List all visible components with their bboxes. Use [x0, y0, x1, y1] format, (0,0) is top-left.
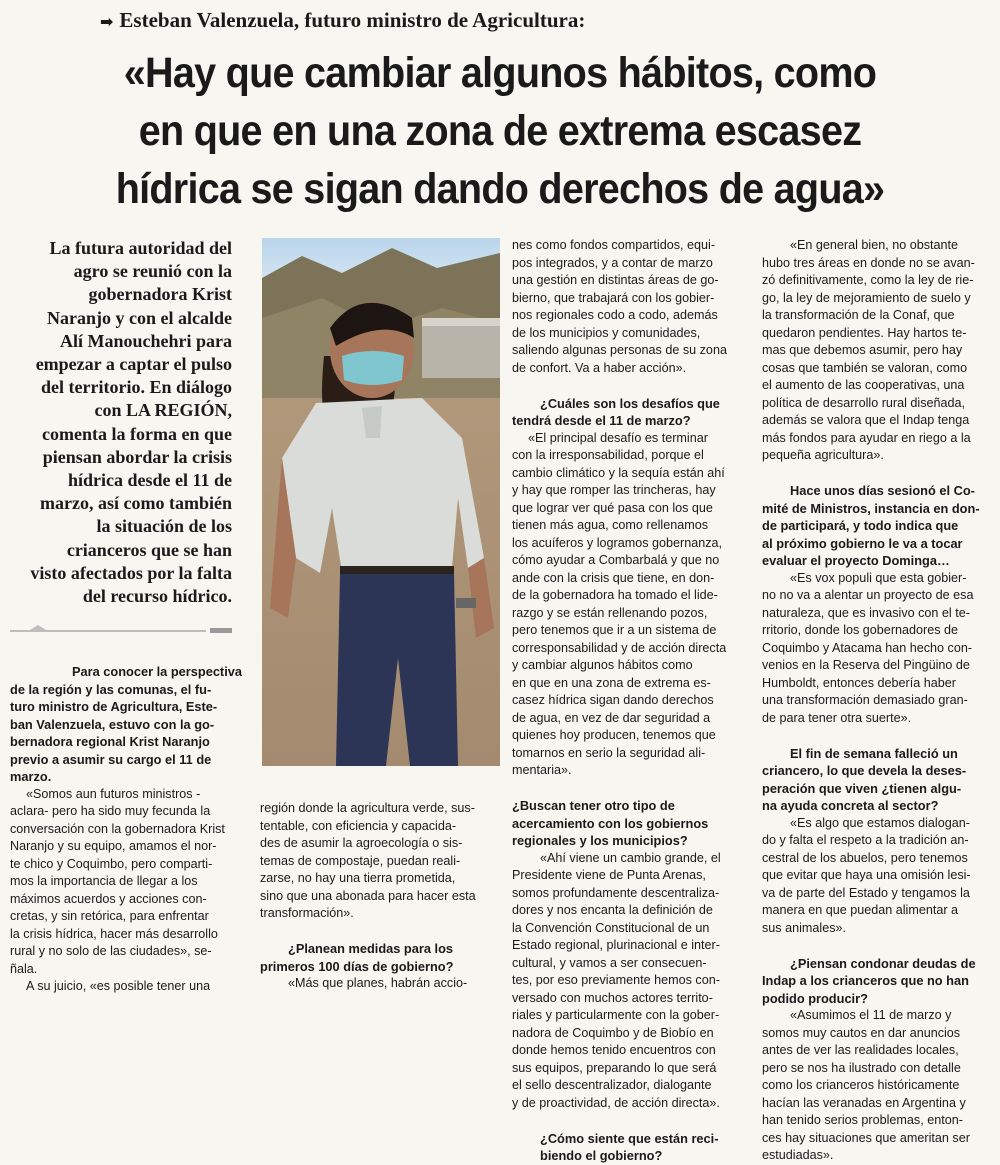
text-line: riales y particularmente con la gober- — [512, 1008, 720, 1022]
lead-line: crianceros que se han — [66, 539, 232, 560]
lead-line: marzo, así como también — [40, 493, 232, 514]
text-line: de la gobernadora ha tomado el lide- — [512, 588, 718, 602]
lead-line: visto afectados por la falta — [30, 562, 232, 583]
text-line: ces hay situaciones que ameritan ser — [762, 1130, 970, 1145]
lead-line: La futura autoridad del — [49, 238, 232, 258]
text-line: A su juicio, «es posible tener una — [26, 979, 211, 993]
lead-line: agro se reunió con la — [73, 261, 232, 282]
interview-answer — [762, 237, 994, 465]
text-line: Presidente viene de Punta Arenas, — [512, 868, 706, 882]
text-line: ¿Buscan tener otro tipo de — [512, 798, 675, 813]
text-line: ¿Cómo siente que están reci- — [540, 1130, 719, 1146]
lead-line: la situación de los — [96, 516, 232, 537]
text-line: de los municipios y comunidades, — [512, 325, 701, 340]
spacer — [512, 780, 748, 798]
text-line: ¿Planean medidas para los — [288, 941, 453, 956]
text-line: sus animales». — [762, 920, 846, 935]
text-line: Coquimbo y Atacama han hecho con- — [762, 640, 973, 655]
text-line: de agua, en vez de dar seguridad a — [512, 710, 711, 725]
intro-paragraph — [10, 663, 242, 786]
text-line: tendrá desde el 11 de marzo? — [512, 413, 691, 428]
lead-line: empezar a captar el pulso — [35, 354, 232, 375]
interview-answer — [512, 850, 748, 1113]
text-line: «Más que planes, habrán accio- — [288, 976, 468, 990]
column-2 — [260, 800, 492, 993]
text-line: evaluar el proyecto Dominga… — [762, 553, 950, 568]
text-line: dores y nos encanta la definición de — [512, 903, 713, 917]
text-line: quienes hoy producen, tenemos que — [512, 728, 716, 742]
portrait-photo — [262, 238, 500, 766]
text-line: saliendo algunas personas de su zona — [512, 343, 727, 357]
text-line: turo ministro de Agricultura, Este- — [10, 699, 218, 714]
text-line: versado con muchos actores territo- — [512, 990, 713, 1005]
text-line: «Somos aun futuros ministros - — [26, 786, 201, 801]
text-line: una gestión en distintas áreas de go- — [512, 273, 719, 287]
text-line: ban Valenzuela, estuvo con la go- — [10, 716, 215, 732]
interview-answer — [762, 570, 994, 728]
text-line: antes de ver las realidades locales, — [762, 1043, 959, 1057]
text-line: transformación». — [260, 906, 354, 920]
text-line: aclara- pero ha sido muy fecunda la — [10, 804, 211, 818]
text-line: corresponsabilidad y de acción directa — [512, 640, 727, 655]
headline-line: en que en una zona de extrema escasez — [138, 107, 862, 155]
spacer — [762, 937, 994, 955]
text-line: cómo ayudar a Combarbalá y que no — [512, 553, 720, 567]
lead-line: hídrica desde el 11 de — [67, 470, 232, 491]
spacer — [762, 727, 994, 745]
text-line: con la irresponsabilidad, porque el — [512, 448, 704, 462]
interview-question — [762, 745, 994, 815]
body-paragraph — [10, 786, 242, 996]
text-line: la transformación de la Conaf, que — [762, 308, 955, 322]
headline — [68, 44, 933, 218]
text-line: bernadora regional Krist Naranjo — [10, 734, 210, 749]
text-line: como los crianceros históricamente — [762, 1078, 960, 1092]
text-line: sino que una abonada para hacer esta — [260, 888, 476, 903]
text-line: El fin de semana falleció un — [790, 745, 958, 761]
lead-line: Naranjo y con el alcalde — [47, 307, 232, 328]
text-line: Naranjo y su equipo, amamos el nor- — [10, 839, 217, 853]
text-line: mas que debemos asumir, pero hay — [762, 343, 963, 357]
text-line: hubo tres áreas en donde no se avan- — [762, 255, 975, 270]
interview-question — [260, 940, 492, 975]
column-3 — [512, 237, 748, 1165]
spacer — [512, 1112, 748, 1130]
text-line: política de desarrollo rural diseñada, — [762, 395, 966, 410]
text-line: va de parte del Estado y tengamos la — [762, 885, 970, 900]
text-line: hacían las veranadas en Argentina y — [762, 1095, 966, 1110]
text-line: pos integrados, y a contar de marzo — [512, 255, 713, 270]
interview-question — [512, 797, 748, 850]
interview-question — [512, 1130, 748, 1165]
text-line: al próximo gobierno le va a tocar — [762, 535, 963, 551]
text-line: peración que viven ¿tienen algu- — [762, 780, 962, 796]
text-line: en que en una zona de extrema es- — [512, 675, 711, 690]
text-line: marzo. — [10, 769, 52, 784]
text-line: te chico y Coquimbo, pero comparti- — [10, 856, 213, 871]
text-line: tes, por eso previamente hemos con- — [512, 973, 720, 987]
lead-paragraph — [10, 237, 232, 608]
text-line: ¿Cuáles son los desafíos que — [540, 395, 720, 411]
text-line: na ayuda concreta al sector? — [762, 798, 939, 813]
text-line: quedaron pendientes. Hay hartos te- — [762, 325, 967, 340]
text-line: cestral de los abuelos, pero tenemos — [762, 850, 968, 865]
text-line: go, la ley de mejoramiento de suelo y — [762, 290, 971, 305]
text-line: «Es algo que estamos dialogan- — [790, 815, 970, 830]
text-line: primeros 100 días de gobierno? — [260, 958, 454, 974]
text-line: criancero, lo que devela la deses- — [762, 763, 967, 778]
text-line: ¿Piensan condonar deudas de — [790, 955, 976, 971]
interview-answer — [762, 815, 994, 938]
text-line: tomarnos en serio la seguridad ali- — [512, 745, 706, 760]
text-line: ñala. — [10, 961, 38, 976]
text-line: nadora de Coquimbo y de Biobío en — [512, 1025, 714, 1040]
lead-line: del recurso hídrico. — [82, 586, 232, 607]
body-paragraph — [512, 237, 748, 377]
text-line: podido producir? — [762, 990, 868, 1006]
interview-answer — [512, 430, 748, 780]
text-line: donde hemos tenido encuentros con — [512, 1043, 716, 1057]
text-line: zó definitivamente, como la ley de rie- — [762, 273, 974, 287]
section-divider — [10, 625, 232, 637]
lead-line: Alí Manouchehri para — [59, 330, 232, 351]
kicker-text: Esteban Valenzuela, futuro ministro de Agricultura: — [119, 8, 586, 32]
text-line: y hay que romper las trincheras, hay — [512, 483, 716, 497]
text-line: sus equipos, preparando lo que será — [512, 1060, 717, 1075]
text-line: nes como fondos compartidos, equi- — [512, 238, 716, 252]
text-line: pero se nos ha ilustrado con detalle — [762, 1060, 961, 1075]
text-line: venios en la Reserva del Pingüino de — [762, 658, 970, 672]
text-line: ande con la crisis que tiene, en don- — [512, 570, 715, 585]
text-line: y cambiar algunos hábitos como — [512, 658, 693, 672]
spacer — [512, 377, 748, 395]
text-line: manera en que puedan alimentar a — [762, 903, 959, 917]
text-line: región donde la agricultura verde, sus- — [260, 801, 475, 815]
text-line: han tenido serios problemas, enton- — [762, 1113, 963, 1127]
text-line: no no va a alentar un proyecto de esa — [762, 588, 974, 602]
interview-question — [762, 955, 994, 1008]
text-line: mos la importancia de llegar a los — [10, 874, 198, 888]
text-line: cambio climático y la sequía están ahí — [512, 465, 725, 480]
text-line: acercamiento con los gobiernos — [512, 815, 709, 831]
text-line: mité de Ministros, instancia en don- — [762, 500, 980, 516]
text-line: pero tenemos que ir a un sistema de — [512, 623, 717, 637]
portrait-illustration — [262, 238, 500, 766]
text-line: «En general bien, no obstante — [790, 238, 959, 252]
lead-line: gobernadora Krist — [88, 284, 232, 305]
text-line: que lograr ver qué pasa con los que — [512, 500, 713, 515]
text-line: la Convención Constitucional de un — [512, 920, 710, 935]
spacer — [762, 465, 994, 483]
text-line: más fondos para ayudar en riego a la — [762, 430, 971, 445]
text-line: des de asumir la agroecología o sis- — [260, 836, 463, 850]
text-line: temas de compostaje, puedan reali- — [260, 853, 461, 868]
text-line: «El principal desafío es terminar — [528, 430, 708, 445]
text-line: de participará, y todo indica que — [762, 518, 959, 533]
arrow-right-icon: ➡ — [100, 12, 114, 31]
text-line: pequeña agricultura». — [762, 448, 884, 462]
text-line: «Es vox populi que esta gobier- — [790, 570, 967, 585]
text-line: cultural, y vamos a ser consecuen- — [512, 955, 707, 970]
text-line: Humboldt, entonces debería haber — [762, 675, 956, 690]
text-line: tentable, con eficiencia y capacida- — [260, 818, 457, 833]
text-line: biendo el gobierno? — [540, 1148, 663, 1163]
headline-line: hídrica se sigan dando derechos de agua» — [115, 165, 885, 213]
text-line: la crisis hídrica, hacer más desarrollo — [10, 926, 218, 941]
text-line: do y falta el respeto a la tradición an- — [762, 833, 969, 847]
text-line: conversación con la gobernadora Krist — [10, 821, 225, 836]
lead-line: piensan abordar la crisis — [42, 446, 232, 467]
text-line: «Ahí viene un cambio grande, el — [540, 850, 721, 865]
text-line: «Asumimos el 11 de marzo y — [790, 1008, 952, 1022]
text-line: zarse, no hay una tierra prometida, — [260, 871, 456, 885]
text-line: bierno, que trabajará con los gobier- — [512, 290, 715, 305]
body-paragraph — [260, 800, 492, 923]
column-1 — [10, 663, 242, 996]
headline-line: «Hay que cambiar algunos hábitos, como — [123, 49, 877, 97]
text-line: Estado regional, plurinacional e inter- — [512, 938, 720, 952]
interview-answer — [762, 1007, 994, 1165]
text-line: mentaria». — [512, 763, 572, 777]
text-line: el sello descentralizador, dialogante — [512, 1078, 712, 1092]
text-line: de confort. Va a haber acción». — [512, 360, 687, 375]
text-line: nos regionales codo a codo, además — [512, 308, 718, 322]
text-line: naturaleza, que es invasivo con el te- — [762, 605, 970, 620]
lead-line: con LA REGIÓN, — [94, 400, 232, 421]
spacer — [260, 923, 492, 941]
text-line: estudiadas». — [762, 1148, 834, 1162]
text-line: rural y no solo de las ciudades», se- — [10, 944, 212, 958]
text-line: casez hídrica sigan dando derechos — [512, 693, 714, 707]
interview-question — [762, 482, 994, 570]
lead-line: comenta la forma en que — [42, 423, 232, 444]
text-line: previo a asumir su cargo el 11 de — [10, 751, 212, 767]
text-line: Para conocer la perspectiva — [71, 664, 242, 679]
text-line: una transformación demasiado gran- — [762, 693, 968, 707]
text-line: los acuíferos y logramos gobernanza, — [512, 535, 723, 550]
text-line: razgo y se están rellenando pozos, — [512, 605, 708, 620]
lead-line: del territorio. En diálogo — [41, 377, 232, 398]
kicker — [100, 8, 585, 33]
column-4 — [762, 237, 994, 1165]
text-line: cosas que también se valoran, como — [762, 360, 968, 375]
text-line: somos profundamente descentraliza- — [512, 885, 720, 900]
text-line: de para tener otra suerte». — [762, 710, 912, 725]
interview-answer — [260, 975, 492, 993]
text-line: cretas, y sin retórica, para enfrentar — [10, 909, 209, 923]
text-line: rritorio, donde los gobernadores de — [762, 623, 959, 637]
text-line: somos muy cautos en dar anuncios — [762, 1025, 961, 1040]
text-line: Indap a los crianceros que no han — [762, 973, 969, 988]
text-line: regionales y los municipios? — [512, 833, 688, 848]
text-line: de la región y las comunas, el fu- — [10, 681, 212, 697]
text-line: además se valora que el Indap tenga — [762, 413, 970, 427]
text-line: tienen más agua, como rellenamos — [512, 518, 709, 532]
text-line: Hace unos días sesionó el Co- — [790, 483, 975, 498]
text-line: máximos acuerdos y acciones con- — [10, 891, 207, 906]
text-line: el aumento de las cooperativas, una — [762, 378, 965, 392]
interview-question — [512, 395, 748, 430]
text-line: que evitar que haya una omisión lesi- — [762, 868, 971, 882]
text-line: y de proactividad, de acción directa». — [512, 1095, 720, 1110]
